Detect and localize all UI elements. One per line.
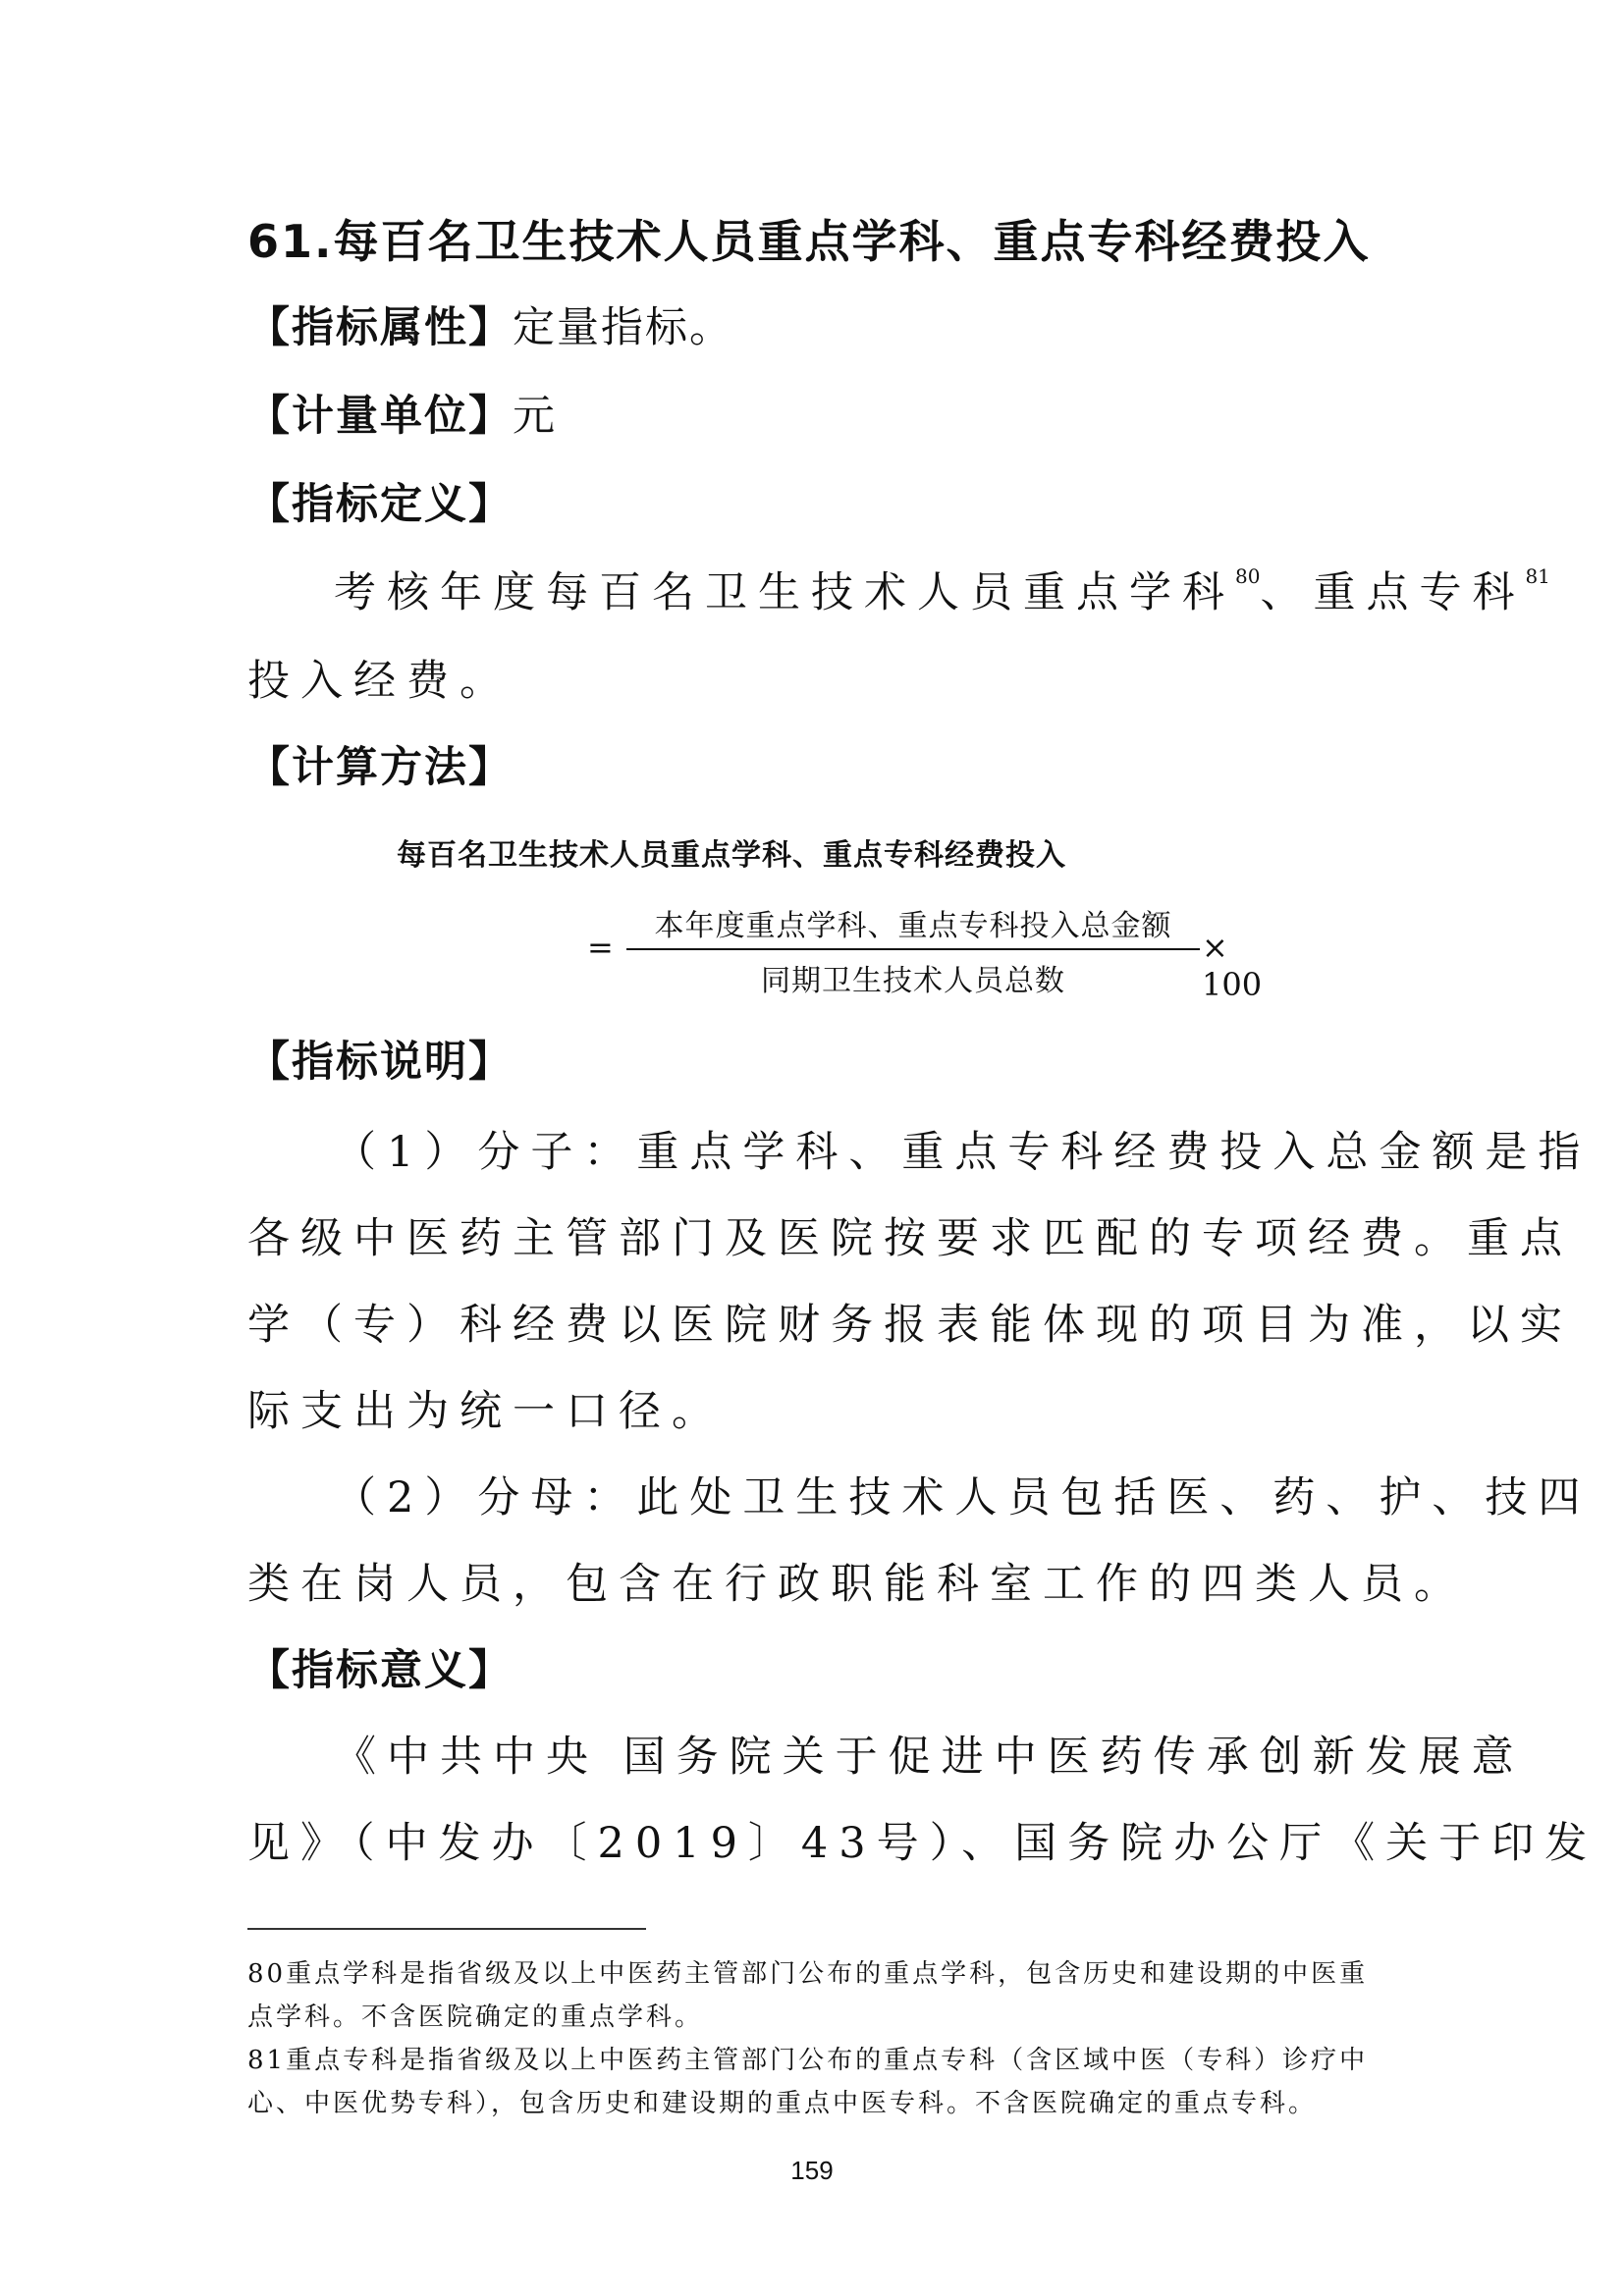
unit-value: 元 [513,392,557,441]
explanation-label: 【指标说明】 [247,1038,513,1087]
footnote-line: 81重点专科是指省级及以上中医药主管部门公布的重点专科（含区域中医（专科）诊疗中 [247,2046,1369,2075]
formula [587,901,1294,1003]
definition-text-b: 、重点专科 [1260,568,1526,617]
formula-numerator: 本年度重点学科、重点专科投入总金额 [654,909,1172,943]
attribute-row [247,294,733,354]
explanation-line: （2）分母：此处卫生技术人员包括医、药、护、技四 [334,1473,1592,1522]
significance-line: 见》（中发办〔2019〕43号）、国务院办公厅《关于印发 [247,1819,1598,1868]
significance-label: 【指标意义】 [247,1646,513,1695]
formula-equals: = [587,929,614,966]
unit-label: 【计量单位】 [247,392,513,441]
unit-row [247,383,557,443]
page-number: 159 [790,2156,834,2185]
footnote-line: 心、中医优势专科），包含历史和建设期的重点中医专科。不含医院确定的重点专科。 [247,2089,1318,2118]
attribute-value: 定量指标。 [513,303,733,352]
formula-denominator: 同期卫生技术人员总数 [761,964,1065,998]
definition-label: 【指标定义】 [247,480,513,529]
definition-text-a: 考核年度每百名卫生技术人员重点学科 [334,568,1235,617]
explanation-line: 学（专）科经费以医院财务报表能体现的项目为准，以实 [247,1301,1573,1350]
footnote-ref-81: 81 [1525,564,1550,588]
method-label: 【计算方法】 [247,743,513,792]
definition-line-1 [334,560,1550,619]
footnote-line: 80重点学科是指省级及以上中医药主管部门公布的重点学科，包含历史和建设期的中医重 [247,1959,1369,1989]
footnote-divider [247,1928,646,1930]
definition-line-2: 投入经费。 [247,657,513,706]
footnote-ref-80: 80 [1235,564,1261,588]
fraction-bar [626,948,1200,950]
section-title: 61.每百名卫生技术人员重点学科、重点专科经费投入 [247,215,1371,268]
significance-line: 《中共中央 国务院关于促进中医药传承创新发展意 [334,1733,1525,1782]
explanation-line: （1）分子：重点学科、重点专科经费投入总金额是指 [334,1128,1592,1177]
formula-multiplier: × 100 [1202,929,1263,1003]
explanation-line: 类在岗人员，包含在行政职能科室工作的四类人员。 [247,1560,1467,1609]
explanation-line: 际支出为统一口径。 [247,1387,725,1436]
footnote-line: 点学科。不含医院确定的重点学科。 [247,2002,704,2032]
attribute-label: 【指标属性】 [247,303,513,352]
formula-title: 每百名卫生技术人员重点学科、重点专科经费投入 [397,838,1066,873]
explanation-line: 各级中医药主管部门及医院按要求匹配的专项经费。重点 [247,1214,1573,1263]
